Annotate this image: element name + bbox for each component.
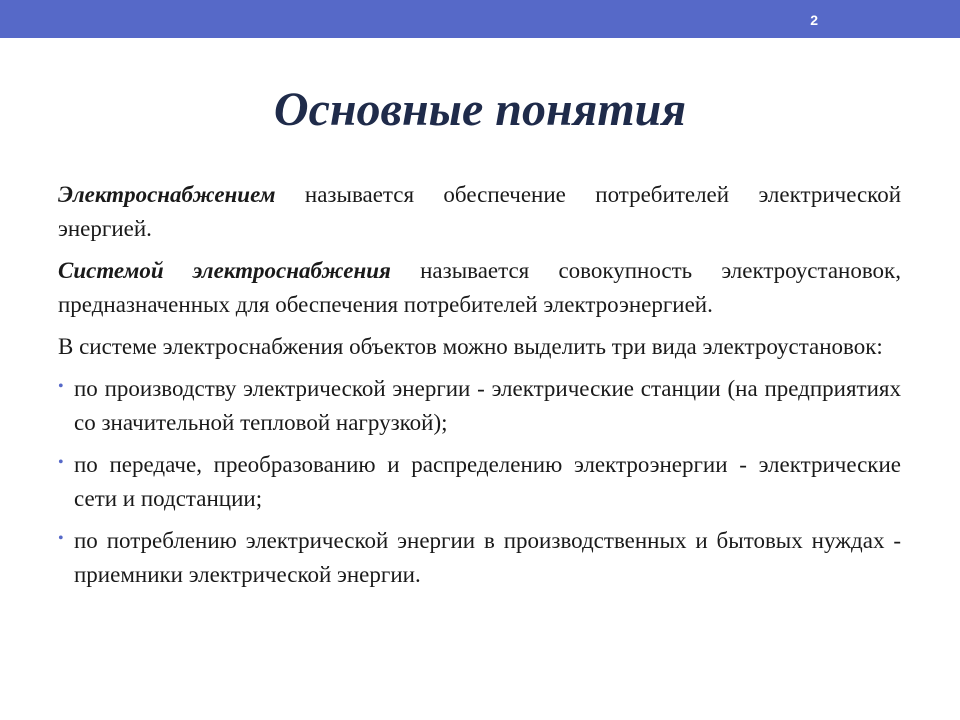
- bullet-icon: •: [58, 378, 64, 395]
- definition-text: называется обеспечение потребителей электрической энергией.: [58, 182, 901, 241]
- list-item-text: по потреблению электрической энергии в производственных и бытовых нуждах - приемники электрической энергии.: [74, 528, 901, 587]
- slide-content: [58, 178, 901, 600]
- list-item: [58, 372, 901, 440]
- header-bar: [0, 0, 960, 38]
- list-item: [58, 524, 901, 592]
- definition-term: Электроснабжением: [58, 182, 276, 207]
- slide-number: 2: [810, 12, 818, 28]
- definition-paragraph: [58, 254, 901, 322]
- definition-paragraph: [58, 178, 901, 246]
- bullet-icon: •: [58, 454, 64, 471]
- bullet-icon: •: [58, 530, 64, 547]
- list-item: [58, 448, 901, 516]
- bullet-list: [58, 372, 901, 592]
- definition-text: называется совокупность электроустановок, предназначенных для обеспечения потребителей электроэнергией.: [58, 258, 901, 317]
- definition-term: Системой электроснабжения: [58, 258, 391, 283]
- list-item-text: по передаче, преобразованию и распределению электроэнергии - электрические сети и подстанции;: [74, 452, 901, 511]
- slide-title: Основные понятия: [273, 83, 687, 136]
- list-item-text: по производству электрической энергии - электрические станции (на предприятиях со значительной тепловой нагрузкой);: [74, 376, 901, 435]
- intro-paragraph: В системе электроснабжения объектов можно выделить три вида электроустановок:: [58, 334, 883, 359]
